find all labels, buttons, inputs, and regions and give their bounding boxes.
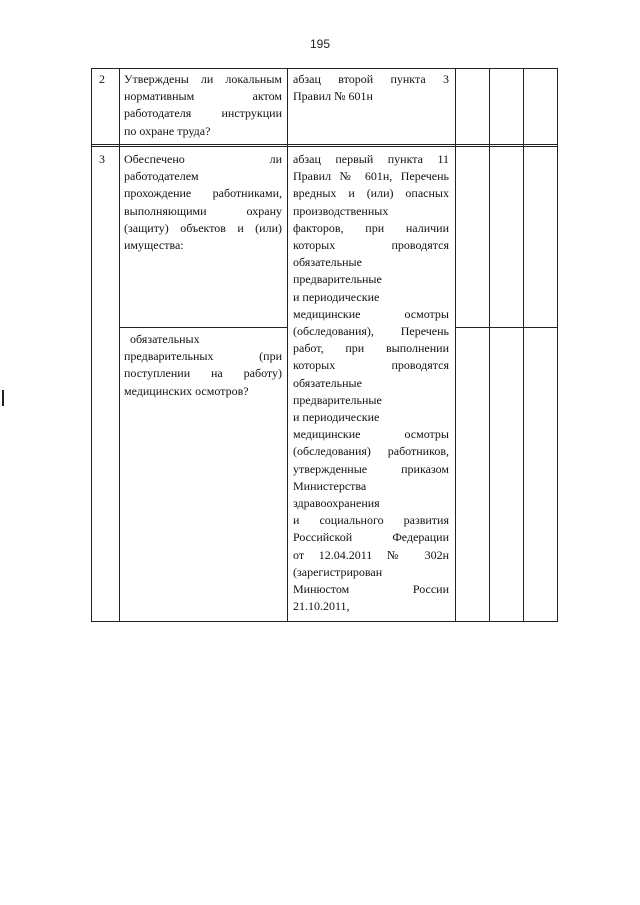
row-2-reference-line: абзац второй пункта 3	[293, 72, 449, 86]
row-3-reference-line: от 12.04.2011 № 302н	[293, 547, 449, 562]
row-3-question	[124, 151, 282, 254]
row-3-reference-line: утвержденные приказом	[293, 461, 449, 476]
row-3-number: 3	[99, 152, 105, 166]
table-border-bottom	[91, 621, 558, 622]
row-3-reference-line: которых проводятся	[293, 358, 449, 373]
row-2-reference	[293, 71, 449, 105]
row-3-reference-line: производственных	[293, 203, 389, 218]
row-2-question	[124, 71, 282, 140]
row-3-subquestion-line: обязательных	[130, 332, 200, 346]
row-3-reference-line: Правил № 601н, Перечень	[293, 169, 449, 184]
row-3-reference-line: здравоохранения	[293, 496, 380, 511]
row-3-question-line: прохождение работниками,	[124, 186, 282, 201]
row-3-question-line: имущества:	[124, 238, 184, 253]
row-3-reference-line: (обследования), Перечень	[293, 324, 449, 339]
row-3-reference-line: обязательные	[293, 375, 362, 390]
row-3-question-line: выполняющими охрану	[124, 203, 282, 218]
row-2-question-line: работодателя инструкции	[124, 106, 282, 121]
row-3-question-line: работодателем	[124, 169, 199, 184]
row-3-reference-line: и социального развития	[293, 513, 449, 528]
row-2-question-line: нормативным актом	[124, 89, 282, 104]
row-3-reference-line: (обследования) работников,	[293, 444, 449, 459]
row-3-reference-line: и периодические	[293, 289, 380, 304]
row-2-bottom-border	[91, 144, 558, 145]
row-3-reference-line: обязательные	[293, 255, 362, 270]
row-2-number: 2	[99, 72, 105, 86]
row-3-reference-line: предварительные	[293, 272, 382, 287]
row-3-reference-line: и периодические	[293, 410, 380, 425]
row-3-reference-line: Российской Федерации	[293, 530, 449, 545]
table-divider-reference	[455, 68, 456, 622]
row-3-reference-line: вредных и (или) опасных	[293, 186, 449, 201]
row-2-question-line: Утверждены ли локальным	[124, 72, 282, 86]
row-3-subquestion-line: предварительных (при	[124, 349, 282, 364]
page-number: 195	[309, 37, 331, 51]
row-2-question-line: по охране труда?	[124, 123, 211, 138]
row-3-reference-line: которых проводятся	[293, 238, 449, 253]
table-divider-col6	[523, 68, 524, 622]
row-3-question-line: (защиту) объектов и (или)	[124, 220, 282, 235]
row-3-reference-line: Министерства	[293, 478, 367, 493]
row-3-reference-line: Минюстом России	[293, 582, 449, 597]
row-3-reference-line: абзац первый пункта 11	[293, 152, 449, 166]
row-3-reference-line: предварительные	[293, 392, 382, 407]
subrow-divider-right	[455, 327, 558, 328]
row-3-reference-line: медицинские осмотры	[293, 306, 449, 321]
subrow-divider-question	[119, 327, 288, 328]
row-3-reference-line: работ, при выполнении	[293, 341, 449, 356]
row-3-subquestion	[124, 331, 282, 400]
table-border-right	[557, 68, 558, 622]
table-border-top	[91, 68, 558, 69]
row-3-reference-line: 21.10.2011,	[293, 599, 350, 614]
row-3-subquestion-line: медицинских осмотров?	[124, 383, 249, 398]
row-2-bottom-border-double	[91, 146, 558, 147]
row-2-reference-line: Правил № 601н	[293, 89, 373, 104]
table-divider-col5	[489, 68, 490, 622]
row-3-subquestion-line: поступлении на работу)	[124, 366, 282, 381]
row-3-reference	[293, 151, 449, 615]
margin-scan-mark	[2, 390, 4, 406]
row-3-reference-line: (зарегистрирован	[293, 564, 383, 579]
table-divider-num	[119, 68, 120, 622]
row-3-reference-line: медицинские осмотры	[293, 427, 449, 442]
table-divider-question	[287, 68, 288, 622]
table-border-left	[91, 68, 92, 622]
row-3-reference-line: факторов, при наличии	[293, 220, 449, 235]
row-3-question-line: Обеспечено ли	[124, 152, 282, 166]
